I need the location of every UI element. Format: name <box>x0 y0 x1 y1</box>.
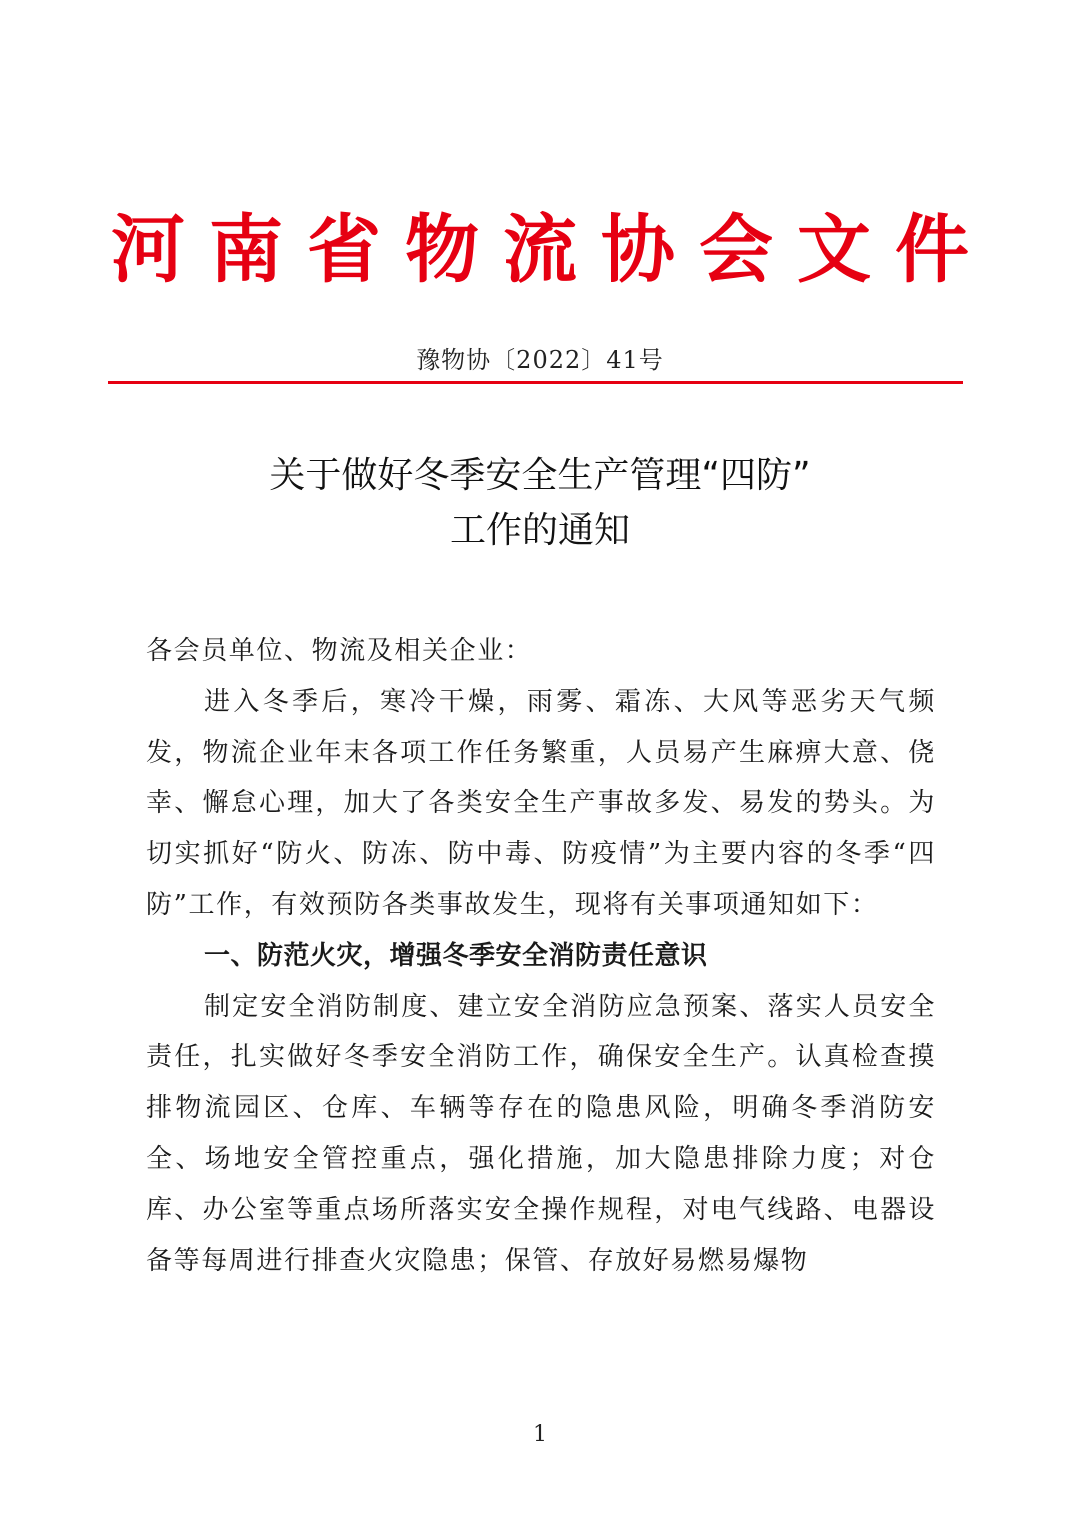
notice-title-line-2: 工作的通知 <box>449 510 630 551</box>
salutation: 各会员单位、物流及相关企业： <box>146 636 533 666</box>
red-divider-line <box>108 381 963 384</box>
document-body <box>146 626 936 1286</box>
notice-title-line-1: 关于做好冬季安全生产管理“四防” <box>269 455 811 496</box>
document-number: 豫物协〔2022〕41号 <box>416 346 664 374</box>
intro-paragraph: 进入冬季后，寒冷干燥，雨雾、霜冻、大风等恶劣天气频发，物流企业年末各项工作任务繁重，人员易产生麻痹大意、侥幸、懈怠心理，加大了各类安全生产事故多发、易发的势头。为切实抓好“防火、防冻、防中毒、防疫情”为主要内容的冬季“四防”工作，有效预防各类事故发生，现将有关事项通知如下： <box>146 686 936 920</box>
page-number: 1 <box>533 1422 547 1447</box>
section-paragraph: 制定安全消防制度、建立安全消防应急预案、落实人员安全责任，扎实做好冬季安全消防工作，确保安全生产。认真检查摸排物流园区、仓库、车辆等存在的隐患风险，明确冬季消防安全、场地安全管控重点，强化措施，加大隐患排除力度；对仓库、办公室等重点场所落实安全操作规程，对电气线路、电器设备等每周进行排查火灾隐患；保管、存放好易燃易爆物 <box>146 991 936 1276</box>
org-header-title: 河南省物流协会文件 <box>111 207 993 293</box>
notice-title <box>0 448 1080 558</box>
section-heading-fire-prevention: 一、防范火灾，增强冬季安全消防责任意识 <box>204 940 708 971</box>
